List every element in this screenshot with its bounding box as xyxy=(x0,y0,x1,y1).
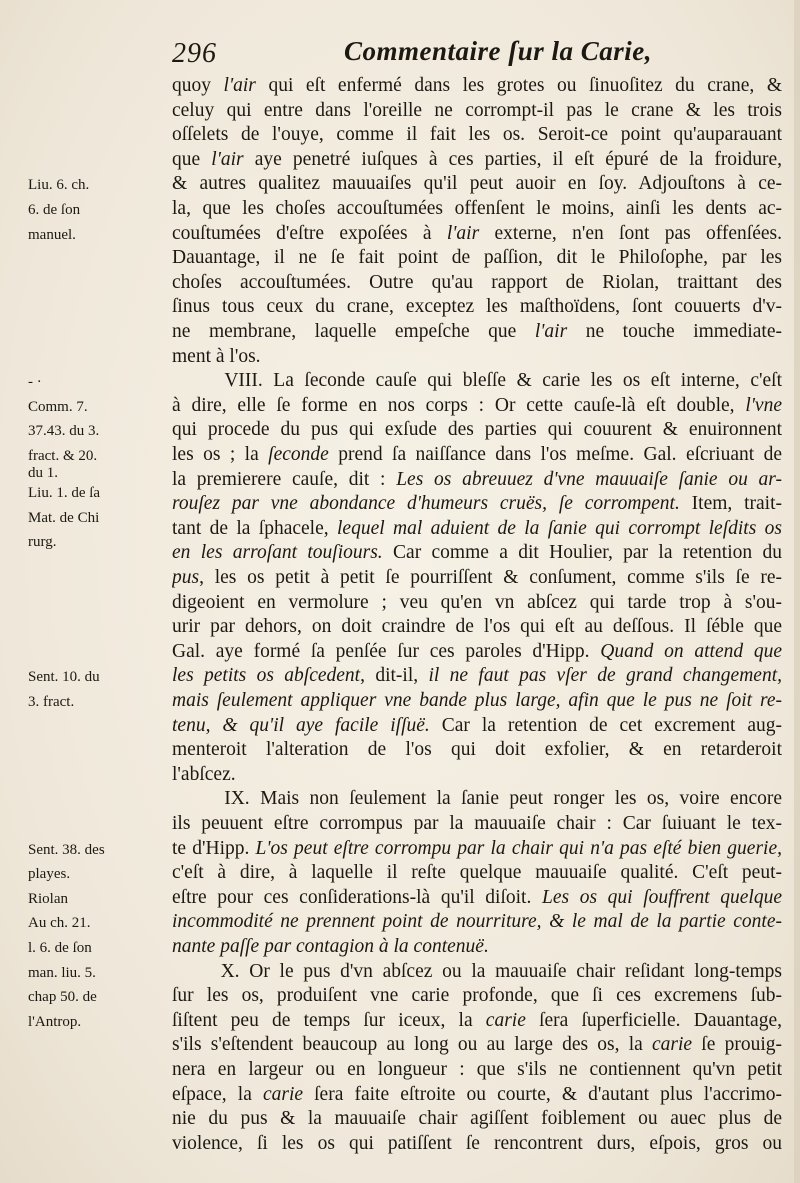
text-line xyxy=(172,714,782,738)
text-line xyxy=(172,591,782,615)
margin-note: l'Antrop. xyxy=(28,1013,82,1030)
roman-text: ils peuuent eſtre corrompus par la mauuaiſe chair : Car ſuiuant le tex- xyxy=(172,813,782,834)
roman-text: que xyxy=(172,148,212,170)
margin-note: - · xyxy=(28,374,42,391)
roman-text: ſe prouig- xyxy=(692,1034,782,1056)
text-line xyxy=(172,468,782,492)
italic-text: carie xyxy=(485,1009,526,1031)
roman-text: , dit-il, xyxy=(360,665,429,687)
roman-text: violence, ſi les os qui patiſſent ſe rencontrent durs, eſpois, gros ou xyxy=(172,1132,782,1154)
roman-text: nie du pus & la mauuaiſe chair agiſſent foiblement ou auec plus de xyxy=(172,1108,782,1130)
roman-text: eſpace, la xyxy=(172,1083,263,1105)
roman-text: eſtre pour ces conſiderations-là qu'il diſoit. xyxy=(172,886,542,908)
text-line xyxy=(172,664,782,688)
text-line xyxy=(172,1132,782,1156)
margin-note: Riolan xyxy=(28,890,68,907)
italic-text: l'air xyxy=(534,321,568,342)
text-line xyxy=(172,910,782,934)
roman-text: ne touche immediate- xyxy=(567,321,782,342)
roman-text: choſes accouſtumées. Outre qu'au rapport de Riolan, traittant des xyxy=(172,271,782,293)
text-line xyxy=(172,1107,782,1131)
roman-text: urir par dehors, on doit craindre de l'os qui eſt au deſſous. Il ſéble que xyxy=(172,616,782,638)
italic-text: carie xyxy=(262,1083,304,1105)
italic-text: ſeconde xyxy=(268,444,329,465)
text-line xyxy=(172,345,782,369)
italic-text: l'air xyxy=(446,222,480,244)
roman-text: à dire, elle ſe forme en nos corps : Or cette cauſe-là eſt double, xyxy=(172,394,746,416)
italic-text: l'air xyxy=(211,148,244,170)
text-line xyxy=(172,1083,782,1107)
text-line xyxy=(172,394,782,418)
roman-text: oſſelets de l'ouye, comme il fait les os. Seroit-ce point qu'auparauant xyxy=(172,124,782,146)
roman-text: ſur les os, produiſent vne carie profonde, que ſi ces excremens ſub- xyxy=(172,985,782,1007)
roman-text: c'eſt à dire, à laquelle il reſte quelque mauuaiſe qualité. C'eſt peut- xyxy=(172,862,782,884)
text-line xyxy=(172,960,782,984)
page-header xyxy=(172,34,782,70)
margin-note: manuel. xyxy=(28,226,76,243)
roman-text: l'abſcez. xyxy=(172,763,236,785)
text-line xyxy=(172,1033,782,1057)
italic-text: incommodité ne prennent point de nourriture, & le mal de la partie conte- xyxy=(172,911,782,933)
roman-text: nera en largeur ou en longueur : que s'ils ne contiennent qu'vn petit xyxy=(172,1059,782,1080)
text-line xyxy=(172,787,782,811)
roman-text: digeoient en vermolure ; veu qu'en vn abſcez qui tarde trop à s'ou- xyxy=(172,591,782,613)
italic-text: nante paſſe par contagion à la contenuë. xyxy=(172,936,489,957)
text-line xyxy=(172,295,782,319)
roman-text: tant de la ſphacele, xyxy=(172,517,337,539)
roman-text: ſiſtent peu de temps ſur iceux, la xyxy=(172,1009,486,1031)
text-line xyxy=(172,984,782,1008)
roman-text: , les os petit à petit ſe pourriſſent & conſument, comme s'ils ſe re- xyxy=(199,567,782,588)
roman-text: Gal. aye formé ſa penſée ſur ces paroles d'Hipp. xyxy=(172,640,601,662)
margin-note: chap 50. de xyxy=(28,989,97,1006)
text-line xyxy=(172,1058,782,1082)
roman-text: ment à l'os. xyxy=(172,345,261,367)
roman-text: te d'Hipp. xyxy=(172,837,256,859)
text-line xyxy=(172,492,782,516)
roman-text: qui procede du pus qui exſude des parties qui couurent & enuironnent xyxy=(172,419,782,441)
text-line xyxy=(172,566,782,590)
text-line xyxy=(172,615,782,639)
running-title: Commentaire ſur la Carie, xyxy=(344,36,653,66)
roman-text: ſera faite eſtroite ou courte, & d'autant plus l'accrimo- xyxy=(303,1083,782,1105)
text-line xyxy=(172,763,782,787)
text-line xyxy=(172,172,782,196)
italic-text: mais ſeulement appliquer vne bande plus large, afin que le pus ne ſoit re- xyxy=(172,690,782,711)
italic-text: en les arroſant touſiours. xyxy=(172,542,383,564)
italic-text: il ne faut pas vſer de grand changement, xyxy=(428,665,782,687)
margin-note: 6. de ſon xyxy=(28,202,81,218)
roman-text: les os ; la xyxy=(172,444,269,465)
page-number: 296 xyxy=(172,38,217,69)
text-line xyxy=(172,369,782,393)
roman-text: la premierere cauſe, dit : xyxy=(172,468,397,490)
roman-text: Car comme a dit Houlier, par la retention du xyxy=(382,542,782,564)
italic-text: pus xyxy=(172,567,200,588)
text-line xyxy=(172,935,782,959)
roman-text: prend ſa naiſſance dans l'os meſme. Gal. eſcriuant de xyxy=(328,444,782,465)
text-line xyxy=(172,689,782,713)
text-line xyxy=(172,418,782,442)
roman-text: IX. Mais non ſeulement la ſanie peut ronger les os, voire encore xyxy=(172,788,782,810)
roman-text: externe, n'en ſont pas offenſées. xyxy=(479,222,782,244)
italic-text: lequel mal aduient de la ſanie qui corrompt leſdits os xyxy=(337,517,782,539)
margin-note: Sent. 10. du xyxy=(28,669,100,686)
italic-text: Les os qui ſouffrent quelque xyxy=(541,886,782,908)
roman-text: ne membrane, laquelle empeſche que xyxy=(172,321,535,342)
text-line xyxy=(172,738,782,762)
roman-text: Dauantage, il ne ſe fait point de paſſion, dit le Philoſophe, par les xyxy=(172,247,782,269)
italic-text: L'os peut eſtre corrompu par la chair qui n'a pas eſté bien guerie, xyxy=(255,837,782,859)
margin-note: 37.43. du 3. xyxy=(28,423,100,440)
text-line xyxy=(172,1009,782,1033)
margin-note: playes. xyxy=(28,866,71,883)
margin-note: Liu. 6. ch. xyxy=(28,177,90,194)
roman-text: qui eſt enfermé dans les grotes ou ſinuoſitez du crane, & xyxy=(255,75,782,96)
italic-text: carie xyxy=(652,1034,693,1056)
text-line xyxy=(172,837,782,861)
text-line xyxy=(172,197,782,221)
margin-note: du 1. xyxy=(28,465,58,482)
italic-text: Quand on attend que xyxy=(600,640,782,662)
italic-text: les petits os abſcedent xyxy=(172,665,361,687)
text-line xyxy=(172,271,782,295)
roman-text: Car la retention de cet excrement aug- xyxy=(429,714,782,736)
italic-text: l'air xyxy=(223,75,256,96)
text-line xyxy=(172,886,782,910)
roman-text: s'ils s'eſtendent beaucoup au long ou au large des os, la xyxy=(172,1034,653,1056)
roman-text: quoy xyxy=(172,75,224,96)
roman-text: menteroit l'alteration de l'os qui doit exfolier, & en retarderoit xyxy=(172,739,782,761)
roman-text: & autres qualitez mauuaiſes qu'il peut auoir en ſoy. Adjouſtons à ce- xyxy=(172,173,782,195)
margin-note: man. liu. 5. xyxy=(28,964,96,981)
roman-text: la, que les choſes accouſtumées offenſent le moins, ainſi les dents ac- xyxy=(172,198,782,219)
text-line xyxy=(172,517,782,541)
roman-text: aye penetré iuſques à ces parties, il eſt épuré de la froidure, xyxy=(243,148,782,170)
italic-text: Les os abreuuez d'vne mauuaiſe ſanie ou ar- xyxy=(396,468,782,490)
text-line xyxy=(172,861,782,885)
roman-text: ſera ſuperficielle. Dauantage, xyxy=(525,1009,782,1031)
text-line xyxy=(172,443,782,467)
margin-note: Liu. 1. de ſa xyxy=(28,484,101,501)
margin-note: l. 6. de ſon xyxy=(28,940,92,956)
text-line xyxy=(172,74,782,98)
text-line xyxy=(172,246,782,270)
italic-text: rouſez par vne abondance d'humeurs cruës, ſe corrompent. xyxy=(172,493,680,515)
italic-text: l'vne xyxy=(745,394,782,416)
text-line xyxy=(172,320,782,344)
roman-text: couſtumées d'eſtre expoſées à xyxy=(172,222,447,244)
margin-note: 3. fract. xyxy=(28,694,75,710)
text-line xyxy=(172,640,782,664)
roman-text: celuy qui entre dans l'oreille ne corrompt-il pas le crane & les trois xyxy=(172,99,782,121)
roman-text: ſinus tous ceux du crane, exceptez les maſthoïdens, ſont couuerts d'v- xyxy=(172,296,782,318)
text-line xyxy=(172,222,782,246)
text-line xyxy=(172,541,782,565)
roman-text: Item, trait- xyxy=(679,493,782,515)
text-line xyxy=(172,99,782,123)
margin-note: rurg. xyxy=(28,534,57,551)
margin-note: Sent. 38. des xyxy=(28,841,105,858)
text-line xyxy=(172,148,782,172)
roman-text: X. Or le pus d'vn abſcez ou la mauuaiſe chair reſidant long-temps xyxy=(172,960,782,982)
margin-note: Au ch. 21. xyxy=(28,915,91,932)
margin-note: fract. & 20. xyxy=(28,448,98,464)
margin-note: Comm. 7. xyxy=(28,398,88,415)
text-line xyxy=(172,812,782,836)
page-edge xyxy=(794,0,800,1183)
text-line xyxy=(172,123,782,147)
italic-text: tenu, & qu'il aye facile iſſuë. xyxy=(172,714,430,736)
margin-note: Mat. de Chi xyxy=(28,509,100,526)
roman-text: VIII. La ſeconde cauſe qui bleſſe & carie les os eſt interne, c'eſt xyxy=(172,370,782,392)
